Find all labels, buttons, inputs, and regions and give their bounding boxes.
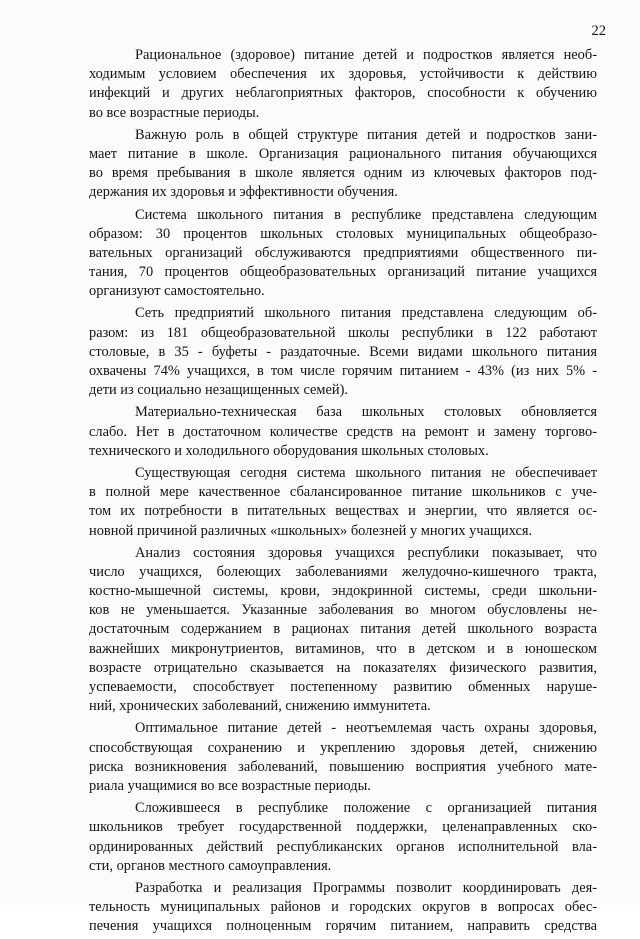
text-line: столовые, в 35 - буфеты - раздаточные. Всеми видами школьного питания [89, 343, 597, 360]
paragraph [89, 879, 597, 937]
text-line: риала учащимися во все возрастные периоды. [89, 777, 371, 794]
text-line: Существующая сегодня система школьного питания не обеспечивает [135, 464, 597, 481]
text-line: вательных организаций обслуживаются предприятиями общественного пи- [89, 244, 597, 261]
text-line: Сеть предприятий школьного питания представлена следующим об- [135, 305, 597, 322]
text-line: тельность муниципальных районов и городских округов в вопросах обес- [89, 899, 597, 916]
text-line: успеваемости, способствует постепенному развитию обменных наруше- [89, 679, 597, 695]
text-line: важнейших микронутриентов, витаминов, что в детском и в юношеском [89, 640, 597, 657]
text-line: печения учащихся полноценным горячим питанием, направить средства [89, 918, 597, 935]
text-line: ходимым условием обеспечения их здоровья, устойчивости к действию [89, 66, 597, 83]
paragraph [89, 464, 597, 541]
text-line: Рациональное (здоровое) питание детей и подростков является необ- [135, 47, 597, 63]
paragraph [89, 544, 597, 717]
paragraph [89, 206, 597, 302]
text-line: дети из социально незащищенных семей). [89, 382, 349, 399]
paragraph [89, 126, 597, 203]
paragraph [89, 799, 597, 876]
text-line: способствующая сохранению и укреплению здоровья детей, снижению [89, 739, 597, 756]
text-line: возрасте отрицательно сказывается на показателях физического развития, [89, 659, 597, 676]
text-line: ординированных действий республиканских органов исполнительной вла- [89, 838, 597, 855]
text-line: Важную роль в общей структуре питания детей и подростков зани- [135, 126, 597, 143]
body-text [89, 46, 597, 939]
text-line: охвачены 74% учащихся, в том числе горячим питанием - 43% (из них 5% - [89, 363, 597, 379]
paragraph [89, 46, 597, 123]
text-line: держания их здоровья и эффективности обучения. [89, 184, 398, 201]
page-number: 22 [591, 23, 606, 39]
text-line: Материально-техническая база школьных столовых обновляется [135, 404, 597, 421]
text-line: костно-мышечной системы, крови, эндокринной системы, среди школьни- [89, 583, 597, 600]
text-line: Сложившееся в республике положение с организацией питания [135, 800, 597, 817]
text-line: во время пребывания в школе является одним из ключевых факторов под- [89, 165, 597, 182]
text-line: в полной мере качественное сбалансированное питание школьников с уче- [89, 484, 597, 501]
text-line: слабо. Нет в достаточном количестве средств на ремонт и замену торгово- [89, 423, 597, 440]
text-line: Оптимальное питание детей - неотъемлемая часть охраны здоровья, [135, 720, 597, 737]
paragraph [89, 304, 597, 400]
text-line: риска возникновения заболеваний, повышению восприятия учебного мате- [89, 758, 597, 775]
text-line: Система школьного питания в республике представлена следующим [135, 206, 597, 223]
paragraph [89, 719, 597, 796]
text-line: Анализ состояния здоровья учащихся республики показывает, что [135, 544, 597, 561]
text-line: ний, хронических заболеваний, снижению иммунитета. [89, 698, 431, 715]
text-line: во все возрастные периоды. [89, 104, 260, 121]
text-line: организуют самостоятельно. [89, 283, 265, 300]
text-line: мает питание в школе. Организация рационального питания обучающихся [89, 145, 597, 162]
text-line: новной причиной различных «школьных» болезней у многих учащихся. [89, 522, 533, 539]
text-line: достаточным содержанием в рационах питания детей школьного возраста [89, 621, 597, 638]
text-line: технического и холодильного оборудования школьных столовых. [89, 442, 489, 459]
text-line: ков не уменьшается. Указанные заболевания во многом обусловлены не- [89, 602, 597, 619]
text-line: Разработка и реализация Программы позволит координировать дея- [135, 879, 597, 896]
text-line: том их потребности в питательных веществах и энергии, что является ос- [89, 503, 597, 520]
text-line: разом: из 181 общеобразовательной школы республики в 122 работают [89, 324, 597, 341]
text-line: тания, 70 процентов общеобразовательных организаций питание учащихся [89, 264, 597, 281]
text-line: число учащихся, болеющих заболеваниями желудочно-кишечного тракта, [89, 563, 597, 580]
text-line: школьников требует государственной поддержки, целенаправленных ско- [89, 819, 597, 836]
text-line: инфекций и других неблагоприятных факторов, способности к обучению [89, 85, 597, 102]
text-line: сти, органов местного самоуправления. [89, 857, 332, 874]
text-line: образом: 30 процентов школьных столовых муниципальных общеобразо- [89, 225, 597, 242]
paragraph [89, 403, 597, 461]
